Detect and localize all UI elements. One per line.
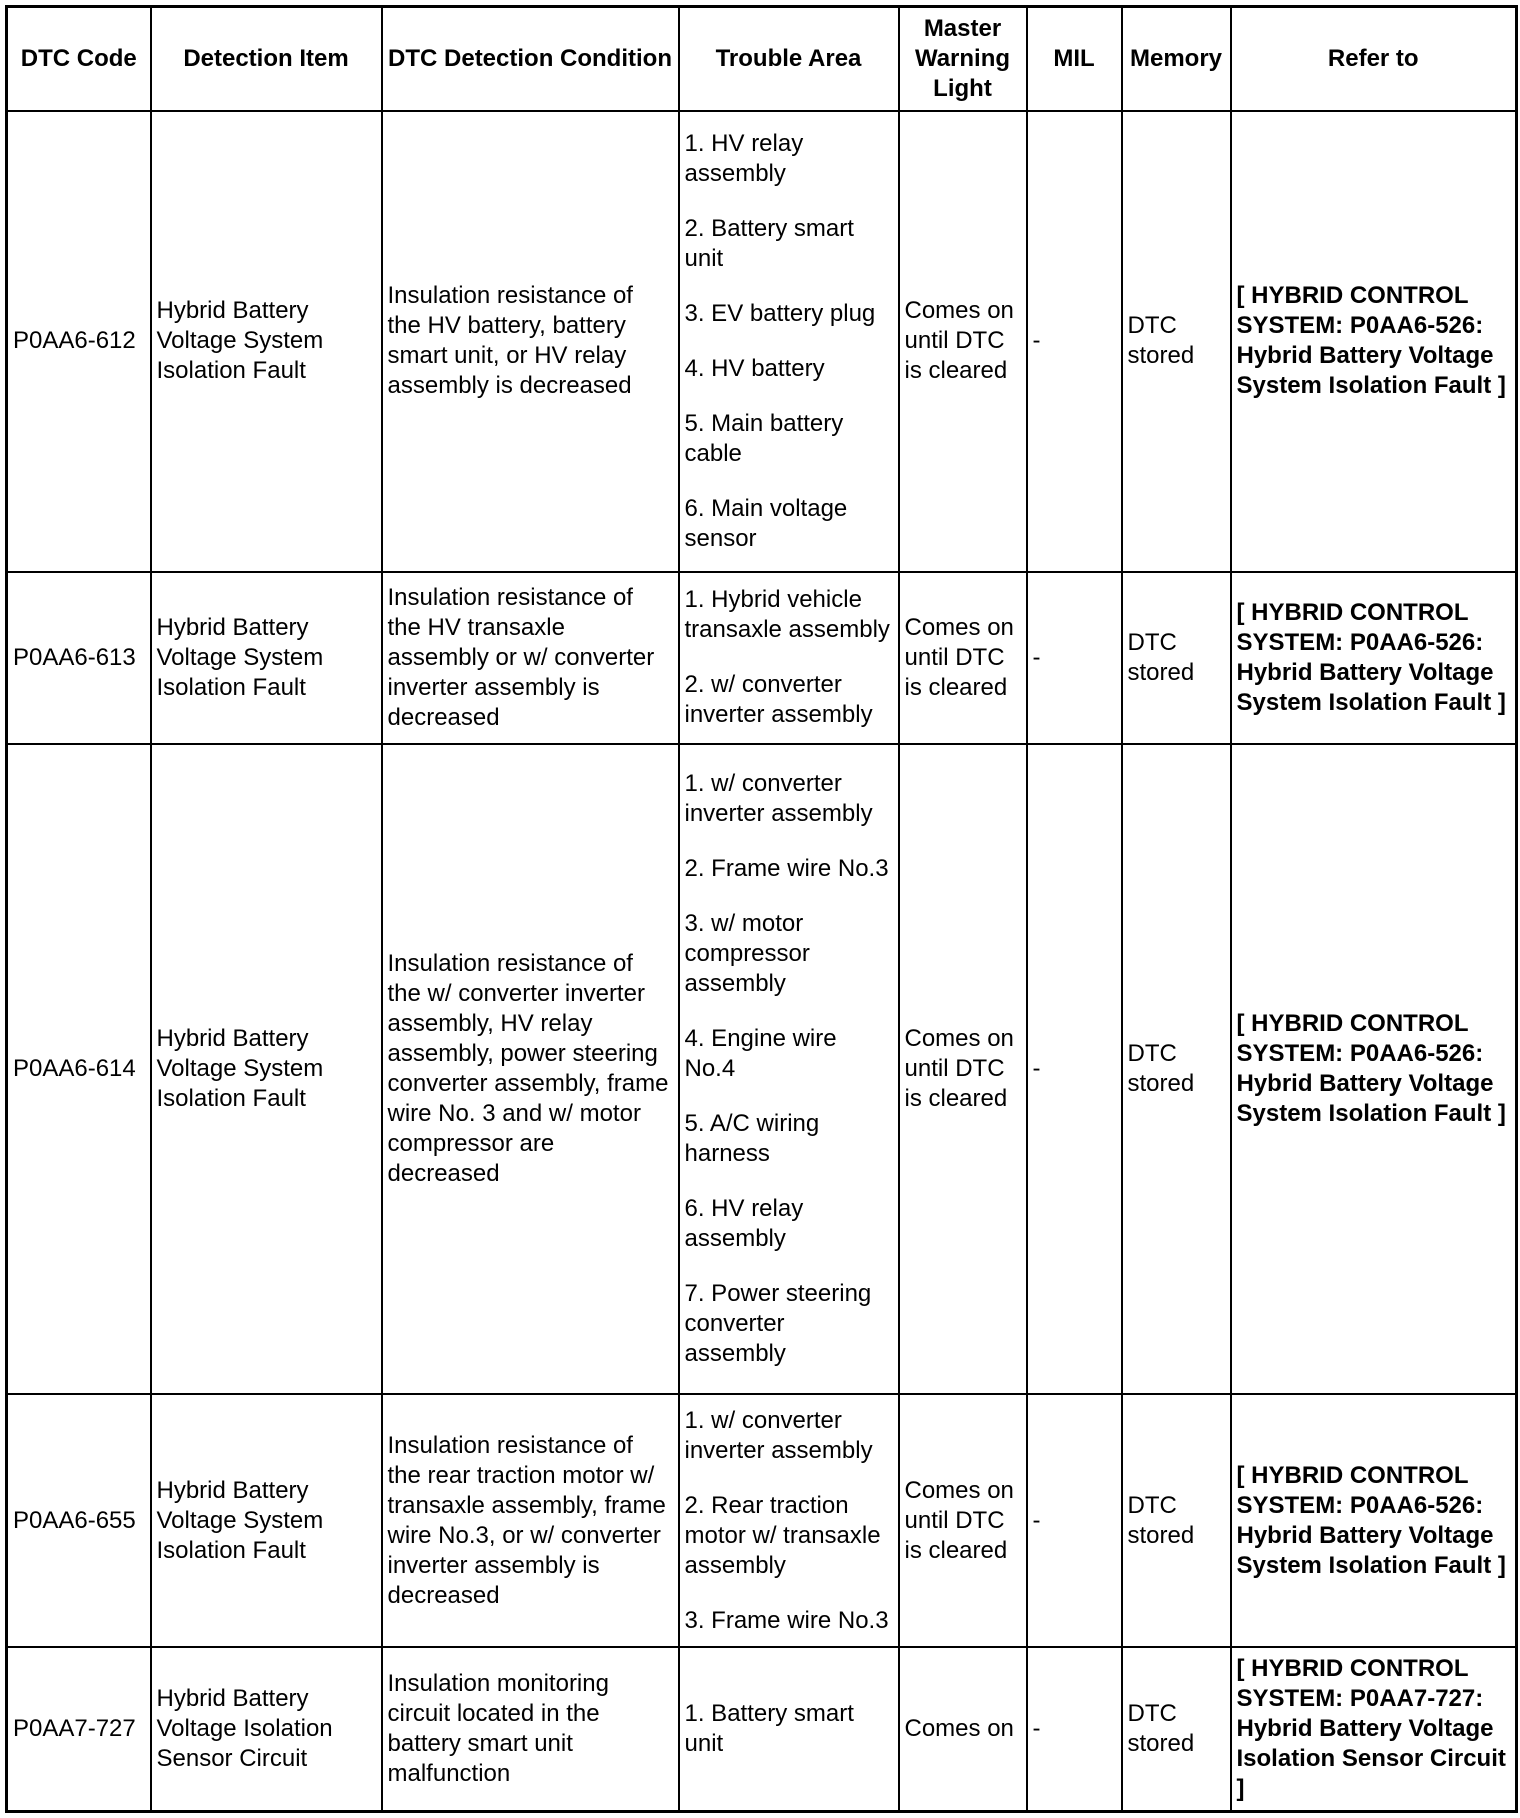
header-trouble-area: Trouble Area <box>679 7 899 111</box>
mil-cell: - <box>1027 744 1122 1394</box>
trouble-area-item: 2. Rear traction motor w/ transaxle assembly <box>684 1491 881 1579</box>
trouble-area-item: 2. Battery smart unit <box>684 214 854 272</box>
header-mil: MIL <box>1027 7 1122 111</box>
trouble-area-item: 2. w/ converter inverter assembly <box>684 671 873 729</box>
table-row <box>7 1394 1517 1647</box>
trouble-area-item: 3. w/ motor compressor assembly <box>684 910 810 998</box>
trouble-area-list <box>685 1699 893 1759</box>
detection-condition-cell: Insulation resistance of the w/ converter inverter assembly, HV relay assembly, power steering converter assembly, frame wire No. 3 and w/ motor compressor are decreased <box>382 744 679 1394</box>
detection-item-cell: Hybrid Battery Voltage System Isolation Fault <box>151 744 382 1394</box>
table-row <box>7 572 1517 745</box>
trouble-area-cell <box>679 744 899 1394</box>
memory-cell: DTC stored <box>1122 572 1231 745</box>
detection-condition-cell: Insulation monitoring circuit located in the battery smart unit malfunction <box>382 1647 679 1812</box>
detection-condition-cell: Insulation resistance of the rear traction motor w/ transaxle assembly, frame wire No.3, or w/ converter inverter assembly is decreased <box>382 1394 679 1647</box>
master-warning-cell: Comes on <box>899 1647 1027 1812</box>
trouble-area-item: 1. Battery smart unit <box>684 1699 854 1757</box>
dtc-code-cell: P0AA7-727 <box>7 1647 151 1812</box>
detection-item-cell: Hybrid Battery Voltage System Isolation Fault <box>151 111 382 572</box>
memory-cell: DTC stored <box>1122 1394 1231 1647</box>
mil-cell: - <box>1027 572 1122 745</box>
trouble-area-list <box>685 769 893 1369</box>
trouble-area-item: 7. Power steering converter assembly <box>684 1280 872 1368</box>
header-master-warning-light: Master Warning Light <box>899 7 1027 111</box>
memory-cell: DTC stored <box>1122 111 1231 572</box>
dtc-code-cell: P0AA6-612 <box>7 111 151 572</box>
trouble-area-item: 3. EV battery plug <box>684 299 876 327</box>
trouble-area-item: 2. Frame wire No.3 <box>684 855 889 883</box>
trouble-area-item: 1. HV relay assembly <box>684 129 804 187</box>
trouble-area-cell <box>679 111 899 572</box>
trouble-area-cell <box>679 1647 899 1812</box>
trouble-area-list <box>685 585 893 730</box>
refer-to-link[interactable]: [ HYBRID CONTROL SYSTEM: P0AA7-727: Hybrid Battery Voltage Isolation Sensor Circuit ] <box>1231 1647 1517 1812</box>
memory-cell: DTC stored <box>1122 744 1231 1394</box>
detection-condition-cell: Insulation resistance of the HV battery, battery smart unit, or HV relay assembly is decreased <box>382 111 679 572</box>
dtc-code-cell: P0AA6-655 <box>7 1394 151 1647</box>
trouble-area-item: 5. A/C wiring harness <box>684 1110 820 1168</box>
refer-to-link[interactable]: [ HYBRID CONTROL SYSTEM: P0AA6-526: Hybrid Battery Voltage System Isolation Fault ] <box>1231 111 1517 572</box>
trouble-area-item: 3. Frame wire No.3 <box>684 1606 889 1634</box>
detection-item-cell: Hybrid Battery Voltage System Isolation Fault <box>151 1394 382 1647</box>
master-warning-cell: Comes on until DTC is cleared <box>899 1394 1027 1647</box>
detection-condition-cell: Insulation resistance of the HV transaxle assembly or w/ converter inverter assembly is decreased <box>382 572 679 745</box>
trouble-area-list <box>685 129 893 554</box>
trouble-area-item: 1. w/ converter inverter assembly <box>684 1406 873 1464</box>
dtc-table-body <box>7 111 1517 1812</box>
refer-to-link[interactable]: [ HYBRID CONTROL SYSTEM: P0AA6-526: Hybrid Battery Voltage System Isolation Fault ] <box>1231 1394 1517 1647</box>
header-detection-condition: DTC Detection Condition <box>382 7 679 111</box>
master-warning-cell: Comes on until DTC is cleared <box>899 744 1027 1394</box>
mil-cell: - <box>1027 111 1122 572</box>
dtc-table <box>5 5 1518 1813</box>
trouble-area-item: 4. HV battery <box>684 354 825 382</box>
trouble-area-cell <box>679 572 899 745</box>
table-row <box>7 111 1517 572</box>
header-detection-item: Detection Item <box>151 7 382 111</box>
trouble-area-list <box>685 1406 893 1636</box>
trouble-area-item: 1. w/ converter inverter assembly <box>684 770 873 828</box>
header-row <box>7 7 1517 111</box>
master-warning-cell: Comes on until DTC is cleared <box>899 572 1027 745</box>
table-row <box>7 1647 1517 1812</box>
mil-cell: - <box>1027 1647 1122 1812</box>
detection-item-cell: Hybrid Battery Voltage System Isolation Fault <box>151 572 382 745</box>
header-refer-to: Refer to <box>1231 7 1517 111</box>
detection-item-cell: Hybrid Battery Voltage Isolation Sensor Circuit <box>151 1647 382 1812</box>
trouble-area-item: 6. HV relay assembly <box>684 1195 804 1253</box>
trouble-area-item: 5. Main battery cable <box>684 409 844 467</box>
table-row <box>7 744 1517 1394</box>
refer-to-link[interactable]: [ HYBRID CONTROL SYSTEM: P0AA6-526: Hybrid Battery Voltage System Isolation Fault ] <box>1231 572 1517 745</box>
header-dtc-code: DTC Code <box>7 7 151 111</box>
master-warning-cell: Comes on until DTC is cleared <box>899 111 1027 572</box>
trouble-area-cell <box>679 1394 899 1647</box>
dtc-code-cell: P0AA6-613 <box>7 572 151 745</box>
mil-cell: - <box>1027 1394 1122 1647</box>
trouble-area-item: 1. Hybrid vehicle transaxle assembly <box>684 586 890 644</box>
trouble-area-item: 4. Engine wire No.4 <box>684 1025 837 1083</box>
memory-cell: DTC stored <box>1122 1647 1231 1812</box>
refer-to-link[interactable]: [ HYBRID CONTROL SYSTEM: P0AA6-526: Hybrid Battery Voltage System Isolation Fault ] <box>1231 744 1517 1394</box>
trouble-area-item: 6. Main voltage sensor <box>684 494 848 552</box>
header-memory: Memory <box>1122 7 1231 111</box>
dtc-code-cell: P0AA6-614 <box>7 744 151 1394</box>
